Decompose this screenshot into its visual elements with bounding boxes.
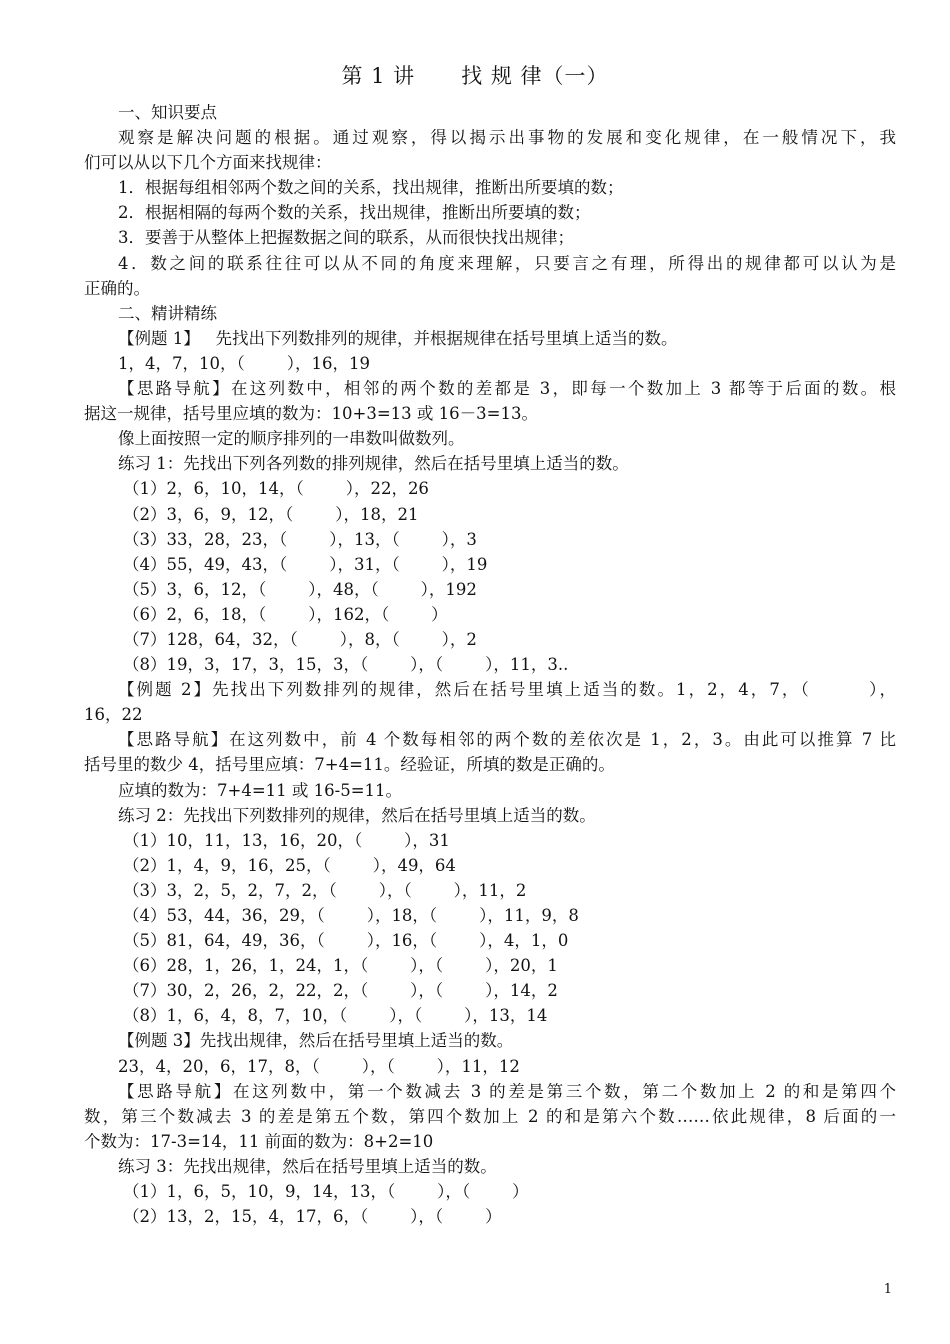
text-line: 们可以从以下几个方面来找规律： — [84, 153, 332, 173]
text-line: 2．根据相隔的每两个数的关系，找出规律，推断出所要填的数； — [118, 203, 591, 223]
text-line: 【例题 3】先找出规律，然后在括号里填上适当的数。 — [118, 1031, 514, 1051]
text-line: 16，22 — [84, 705, 143, 725]
text-line: 1．根据每组相邻两个数之间的关系，找出规律，推断出所要填的数； — [118, 178, 624, 198]
text-line: 【思路导航】在这列数中，相邻的两个数的差都是 3，即每一个数加上 3 都等于后面的数。根 — [118, 379, 896, 399]
text-line: 二、精讲精练 — [118, 303, 217, 323]
text-line: （1）10，11，13，16，20，（ ），31 — [123, 830, 450, 850]
text-line: 【思路导航】在这列数中，前 4 个数每相邻的两个数的差依次是 1，2，3。由此可以推算 7 比 — [118, 730, 896, 750]
text-line: 练习 2：先找出下列数排列的规律，然后在括号里填上适当的数。 — [118, 805, 596, 825]
text-line: （2）1，4，9，16，25，（ ），49，64 — [123, 855, 456, 875]
text-line: （2）3，6，9，12，（ ），18，21 — [123, 504, 419, 524]
text-line: 练习 3：先找出规律，然后在括号里填上适当的数。 — [118, 1156, 497, 1176]
text-line: 23，4，20，6，17，8，（ ），（ ），11，12 — [118, 1056, 520, 1076]
text-line: （5）3，6，12，（ ），48，（ ），192 — [123, 579, 477, 599]
text-line: 【思路导航】在这列数中，第一个数减去 3 的差是第三个数，第二个数加上 2 的和是第四个 — [118, 1081, 896, 1101]
text-line: （2）13，2，15，4，17，6，（ ），（ ） — [123, 1207, 502, 1227]
text-line: 1，4，7，10，（ ），16，19 — [118, 353, 370, 373]
text-line: （6）2，6，18，（ ），162，（ ） — [123, 604, 448, 624]
text-line: （5）81，64，49，36，（ ），16，（ ），4，1，0 — [123, 931, 569, 951]
text-line: 【例题 1】 先找出下列数排列的规律，并根据规律在括号里填上适当的数。 — [118, 328, 678, 348]
text-line: 3．要善于从整体上把握数据之间的联系，从而很快找出规律； — [118, 228, 574, 248]
text-line: 括号里的数少 4，括号里应填：7+4=11。经验证，所填的数是正确的。 — [84, 755, 615, 775]
text-line: 4．数之间的联系往往可以从不同的角度来理解，只要言之有理，所得出的规律都可以认为是 — [118, 253, 896, 273]
text-line: （8）1，6，4，8，7，10，（ ），（ ），13，14 — [123, 1006, 548, 1026]
text-line: 【例题 2】先找出下列数排列的规律，然后在括号里填上适当的数。1，2，4，7，（ ）， — [118, 680, 896, 700]
page-title: 第 1 讲 找 规 律（一） — [341, 64, 609, 88]
text-line: 个数为：17-3=14，11 前面的数为：8+2=10 — [84, 1131, 434, 1151]
text-line: 像上面按照一定的顺序排列的一串数叫做数列。 — [118, 429, 465, 449]
text-line: （1）2，6，10，14，（ ），22，26 — [123, 479, 429, 499]
text-line: 数，第三个数减去 3 的差是第五个数，第四个数加上 2 的和是第六个数……依此规律，8 后面的一 — [84, 1106, 896, 1126]
body-text — [84, 100, 896, 1229]
text-line: 正确的。 — [84, 278, 150, 298]
text-line: （6）28，1，26，1，24，1，（ ），（ ），20，1 — [123, 956, 558, 976]
text-line: （7）30，2，26，2，22，2，（ ），（ ），14，2 — [123, 981, 558, 1001]
text-line: （4）53，44，36，29，（ ），18，（ ），11，9，8 — [123, 906, 579, 925]
text-line: 据这一规律，括号里应填的数为：10+3=13 或 16－3=13。 — [84, 404, 538, 424]
text-line: 练习 1：先找出下列各列数的排列规律，然后在括号里填上适当的数。 — [118, 454, 629, 474]
text-line: （4）55，49，43，（ ），31，（ ），19 — [123, 554, 488, 574]
text-line: （3）33，28，23，（ ），13，（ ），3 — [123, 529, 477, 549]
text-line: （1）1，6，5，10，9，14，13，（ ），（ ） — [123, 1182, 529, 1202]
text-line: 应填的数为：7+4=11 或 16-5=11。 — [118, 780, 403, 800]
page-number: 1 — [883, 1282, 892, 1297]
text-line: （3）3，2，5，2，7，2，（ ），（ ），11，2 — [123, 880, 527, 900]
text-line: 观察是解决问题的根据。通过观察，得以揭示出事物的发展和变化规律，在一般情况下，我 — [118, 128, 896, 148]
text-line: 一、知识要点 — [118, 103, 217, 122]
text-line: （7）128，64，32，（ ），8，（ ），2 — [123, 629, 477, 649]
text-line: （8）19，3，17，3，15，3，（ ），（ ），11，3.. — [123, 655, 569, 675]
